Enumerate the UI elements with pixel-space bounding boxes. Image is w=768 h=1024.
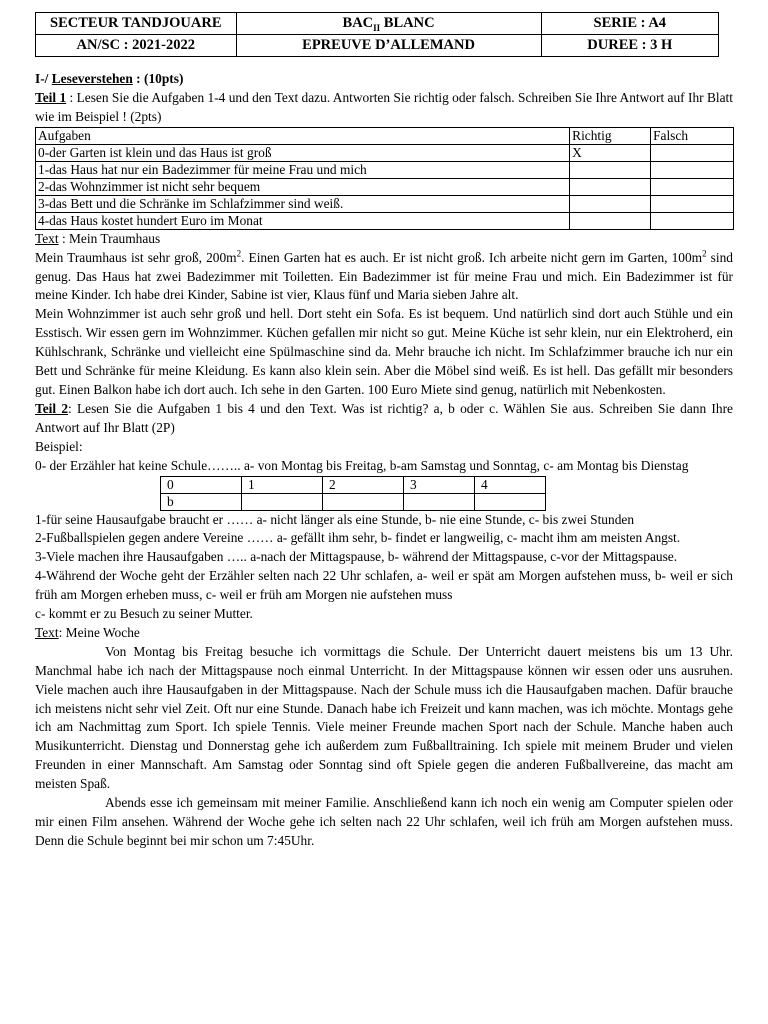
false-cell <box>651 212 734 229</box>
false-cell <box>651 178 734 195</box>
table-row <box>161 476 546 493</box>
col-header-true: Richtig <box>570 127 651 144</box>
answer-cell: 4 <box>475 476 546 493</box>
answer-cell: 3 <box>404 476 475 493</box>
text2-paragraph-1: Von Montag bis Freitag besuche ich vormittags die Schule. Der Unterricht dauert meistens bis um 13 Uhr. Manchmal habe ich nach der Mittagspause noch einmal Unterricht. In der Mittagspause können wir essen oder uns ausruhen. Viele machen auch ihre Hausaufgaben in der Mittagspause. Nach der Schule muss ich die Hausaufgaben machen. Dafür brauche ich meistens nicht sehr viel Zeit. Oft nur eine Stunde. Danach habe ich Freizeit und kann machen, was ich möchte. Montags gehe ich am Nachmittag zum Sport. Ich spiele Tennis. Viele meiner Freunde machen Sport nach der Schule. Manche haben auch Musikunterricht. Dienstag und Donnerstag gehe ich außerdem zum Fußballtraining. Ich spiele mit meinem Bruder und vielen Freunden in einer Mannschaft. Am Samstag oder Sonntag sind oft Spiele gegen die anderen Fußballvereine, das macht am meisten Spaß. <box>35 643 733 792</box>
header-subject: EPREUVE D’ALLEMAND <box>236 35 541 57</box>
col-header-false: Falsch <box>651 127 734 144</box>
example-label: Beispiel: <box>35 438 83 454</box>
answer-cell: 2 <box>323 476 404 493</box>
task-cell: 0-der Garten ist klein und das Haus ist groß <box>36 144 570 161</box>
table-row <box>36 144 734 161</box>
true-cell <box>570 161 651 178</box>
col-header-tasks: Aufgaben <box>36 127 570 144</box>
true-false-table <box>35 127 734 230</box>
task-cell: 4-das Haus kostet hundert Euro im Monat <box>36 212 570 229</box>
example-answer-table <box>160 476 546 511</box>
table-row <box>161 493 546 510</box>
table-row <box>36 161 734 178</box>
answer-cell <box>242 493 323 510</box>
task-cell: 3-das Bett und die Schränke im Schlafzimmer sind weiß. <box>36 195 570 212</box>
answer-cell <box>404 493 475 510</box>
teil2-instructions: Teil 2: Lesen Sie die Aufgaben 1 bis 4 und den Text. Was ist richtig? a, b oder c. Wählen Sie aus. Schreiben Sie dann Ihre Antwort auf Ihr Blatt (2P) <box>35 400 733 435</box>
question-4-option-c: c- kommt er zu Besuch zu seiner Mutter. <box>35 606 253 622</box>
false-cell <box>651 161 734 178</box>
task-cell: 1-das Haus hat nur ein Badezimmer für meine Frau und mich <box>36 161 570 178</box>
text1-paragraph-2: Mein Wohnzimmer ist auch sehr groß und hell. Dort steht ein Sofa. Es ist bequem. Und natürlich sind dort auch Stühle und ein Esstisch. Wir essen gern im Wohnzimmer. Küchen gefallen mir nicht so gut. Meine Küche ist sehr klein, nur ein Elektroherd, ein Kühlschrank, Schränke und vielleicht eine Spülmaschine sind da. Mehr brauche ich nicht. Im Schlafzimmer brauche ich nur ein Bett und Schränke für meine Kleidung. Es kann also klein sein. Aber die Möbel sind weiß. Es ist hell. Das gefällt mir besonders gut. Einen Balkon habe ich dort auch. Ich sehe in den Garten. 100 Euro Miete sind genug, natürlich mit Nebenkosten. <box>35 306 733 397</box>
exam-content <box>35 70 733 851</box>
answer-cell: 0 <box>161 476 242 493</box>
teil1-instructions: Teil 1 : Lesen Sie die Aufgaben 1-4 und den Text dazu. Antworten Sie richtig oder falsch. Schreiben Sie Ihre Antwort auf Ihr Blatt wie im Beispiel ! (2pts) <box>35 89 733 124</box>
header-exam-title: $BAC_{II}$ BLANC <box>236 13 541 35</box>
question-4: 4-Während der Woche geht der Erzähler selten nach 22 Uhr schlafen, a- weil er spät am Morgen aufstehen muss, b- weil er sich früh am Morgen erheben muss, c- weil er früh am Morgen nie aufstehen muss <box>35 568 733 603</box>
question-1: 1-für seine Hausaufgabe braucht er …… a- nicht länger als eine Stunde, b- nie eine Stunde, c- bis zwei Stunden <box>35 511 635 527</box>
header-sector: SECTEUR TANDJOUARE <box>36 13 237 35</box>
header-school-year: AN/SC : 2021-2022 <box>36 35 237 57</box>
text2-heading: Text: Meine Woche <box>35 624 140 640</box>
true-cell <box>570 178 651 195</box>
section-title: I-/ Leseverstehen : (10pts) <box>35 71 184 86</box>
table-row <box>36 178 734 195</box>
answer-cell: 1 <box>242 476 323 493</box>
answer-cell: b <box>161 493 242 510</box>
text1-heading: Text : Mein Traumhaus <box>35 230 161 246</box>
table-row <box>36 212 734 229</box>
true-cell <box>570 195 651 212</box>
text1-paragraph-1: Mein Traumhaus ist sehr groß, $200m^2$. Einen Garten hat es auch. Er ist nicht groß. Ich arbeite nicht gern im Garten, $100m^2$ sind genug. Das Haus hat zwei Badezimmer mit Toiletten. Ein Badezimmer ist für meine Frau und mich. Ein Badezimmer ist für meine Kinder. Ich habe drei Kinder, Sabine ist vier, Klaus fünf und Maria sieben Jahre alt. <box>35 248 733 303</box>
question-3: 3-Viele machen ihre Hausaufgaben ….. a-nach der Mittagspause, b- während der Mittagspause, c-vor der Mittagspause. <box>35 549 678 565</box>
table-header-row <box>36 127 734 144</box>
header-series: SERIE : A4 <box>541 13 718 35</box>
false-cell <box>651 144 734 161</box>
text2-paragraph-2: Abends esse ich gemeinsam mit meiner Familie. Anschließend kann ich noch ein wenig am Computer spielen oder mir einen Film ansehen. Während der Woche gehe ich selten nach 22 Uhr schlafen, weil ich früh am Morgen aufstehen muss. Denn die Schule beginnt bei mir schon um 7:45Uhr. <box>35 795 733 848</box>
task-cell: 2-das Wohnzimmer ist nicht sehr bequem <box>36 178 570 195</box>
example-question: 0- der Erzähler hat keine Schule…….. a- von Montag bis Freitag, b-am Samstag und Sonntag, c- am Montag bis Dienstag <box>35 457 689 473</box>
false-cell <box>651 195 734 212</box>
table-row <box>36 195 734 212</box>
header-duration: DUREE : 3 H <box>541 35 718 57</box>
answer-cell <box>475 493 546 510</box>
true-cell <box>570 212 651 229</box>
true-cell: X <box>570 144 651 161</box>
question-2: 2-Fußballspielen gegen andere Vereine …… a- gefällt ihm sehr, b- findet er langweilig, c- macht ihm am meisten Angst. <box>35 530 681 546</box>
answer-cell <box>323 493 404 510</box>
exam-header-table <box>35 12 719 57</box>
